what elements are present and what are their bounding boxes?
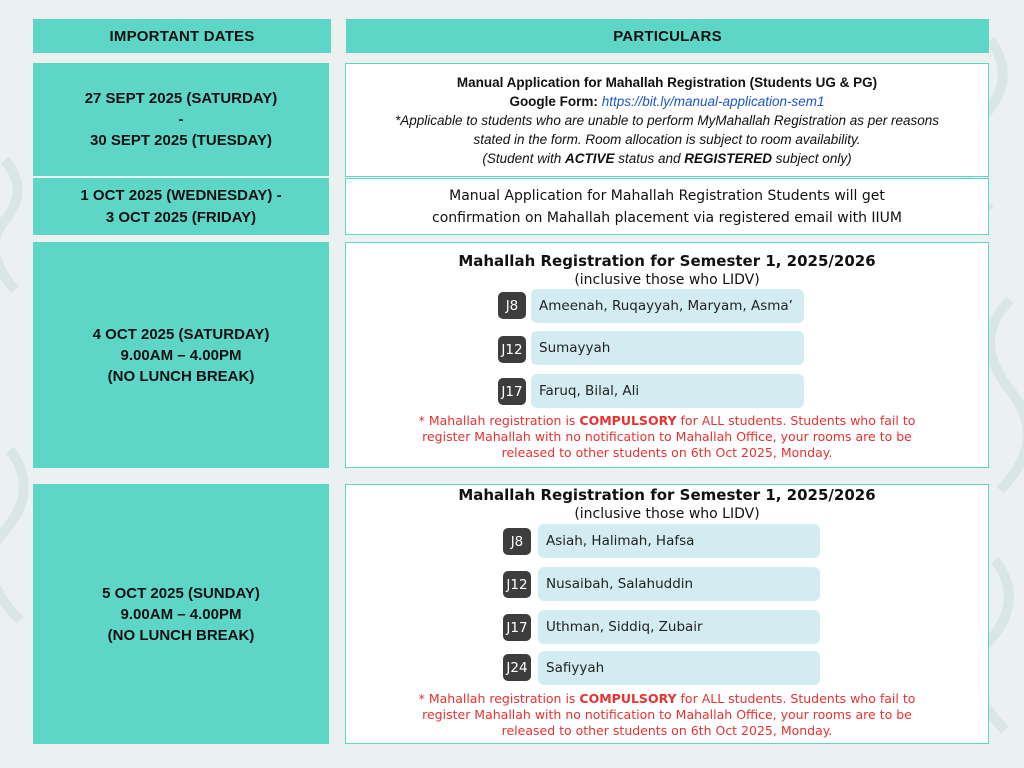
date-cell-row1	[33, 63, 329, 176]
block-badge: J17	[503, 614, 531, 641]
registration-subtitle: (inclusive those who LIDV)	[574, 272, 760, 288]
date-line: 5 OCT 2025 (SUNDAY)	[102, 584, 260, 602]
registration-subtitle: (inclusive those who LIDV)	[574, 506, 760, 522]
date-line: 3 OCT 2025 (FRIDAY)	[105, 208, 257, 226]
confirmation-text: Manual Application for Mahallah Registration Students will get	[449, 187, 885, 204]
google-form-label: Google Form:	[509, 94, 598, 109]
particulars-row4	[345, 484, 989, 744]
no-lunch-break: (NO LUNCH BREAK)	[107, 626, 255, 644]
date-line: 1 OCT 2025 (WEDNESDAY) -	[80, 186, 282, 204]
block-badge: J8	[498, 292, 526, 319]
no-lunch-break: (NO LUNCH BREAK)	[107, 367, 255, 385]
particulars-row3	[345, 242, 989, 468]
block-names: Asiah, Halimah, Hafsa	[538, 524, 820, 558]
particulars-row2	[345, 178, 989, 235]
date-cell-row3	[33, 242, 329, 468]
date-line: 27 SEPT 2025 (SATURDAY)	[84, 90, 278, 107]
date-cell-row4	[33, 484, 329, 744]
compulsory-note: * Mahallah registration is COMPULSORY for ALL students. Students who fail to register Mahallah with no notification to Mahallah Office, your rooms are to be released to other students on 6th Oct 2025, Monday.	[418, 413, 916, 460]
date-separator: -	[178, 111, 184, 128]
block-names: Sumayyah	[531, 331, 804, 365]
block-names: Uthman, Siddiq, Zubair	[538, 610, 820, 644]
block-badge: J17	[498, 378, 526, 405]
google-form-link[interactable]: https://bit.ly/manual-application-sem1	[601, 94, 825, 109]
header-particulars: PARTICULARS	[346, 19, 989, 53]
block-badge: J24	[503, 654, 531, 681]
applicability-note-2: stated in the form. Room allocation is subject to room availability.	[473, 132, 861, 147]
block-names: Safiyyah	[538, 651, 820, 685]
block-names: Faruq, Bilal, Ali	[531, 374, 804, 408]
block-names: Nusaibah, Salahuddin	[538, 567, 820, 601]
block-badge: J8	[503, 528, 531, 555]
time-line: 9.00AM – 4.00PM	[120, 605, 242, 623]
date-line: 4 OCT 2025 (SATURDAY)	[92, 325, 270, 343]
header-important-dates: IMPORTANT DATES	[33, 19, 331, 53]
particulars-row1	[345, 63, 989, 177]
time-line: 9.00AM – 4.00PM	[120, 346, 242, 364]
applicability-note: *Applicable to students who are unable to perform MyMahallah Registration as per reasons	[394, 113, 940, 128]
block-badge: J12	[503, 571, 531, 598]
registration-title: Mahallah Registration for Semester 1, 2025/2026	[458, 486, 876, 504]
block-names: Ameenah, Ruqayyah, Maryam, Asma’	[531, 289, 804, 323]
manual-application-title: Manual Application for Mahallah Registration (Students UG & PG)	[456, 75, 878, 90]
compulsory-note: * Mahallah registration is COMPULSORY for ALL students. Students who fail to register Mahallah with no notification to Mahallah Office, your rooms are to be released to other students on 6th Oct 2025, Monday.	[418, 691, 916, 738]
block-badge: J12	[498, 336, 526, 363]
date-cell-row2	[33, 178, 329, 235]
confirmation-text-2: confirmation on Mahallah placement via registered email with IIUM	[432, 209, 902, 226]
status-requirement: (Student with ACTIVE status and REGISTERED subject only)	[482, 151, 852, 166]
date-line: 30 SEPT 2025 (TUESDAY)	[89, 132, 273, 149]
registration-title: Mahallah Registration for Semester 1, 2025/2026	[458, 252, 876, 270]
